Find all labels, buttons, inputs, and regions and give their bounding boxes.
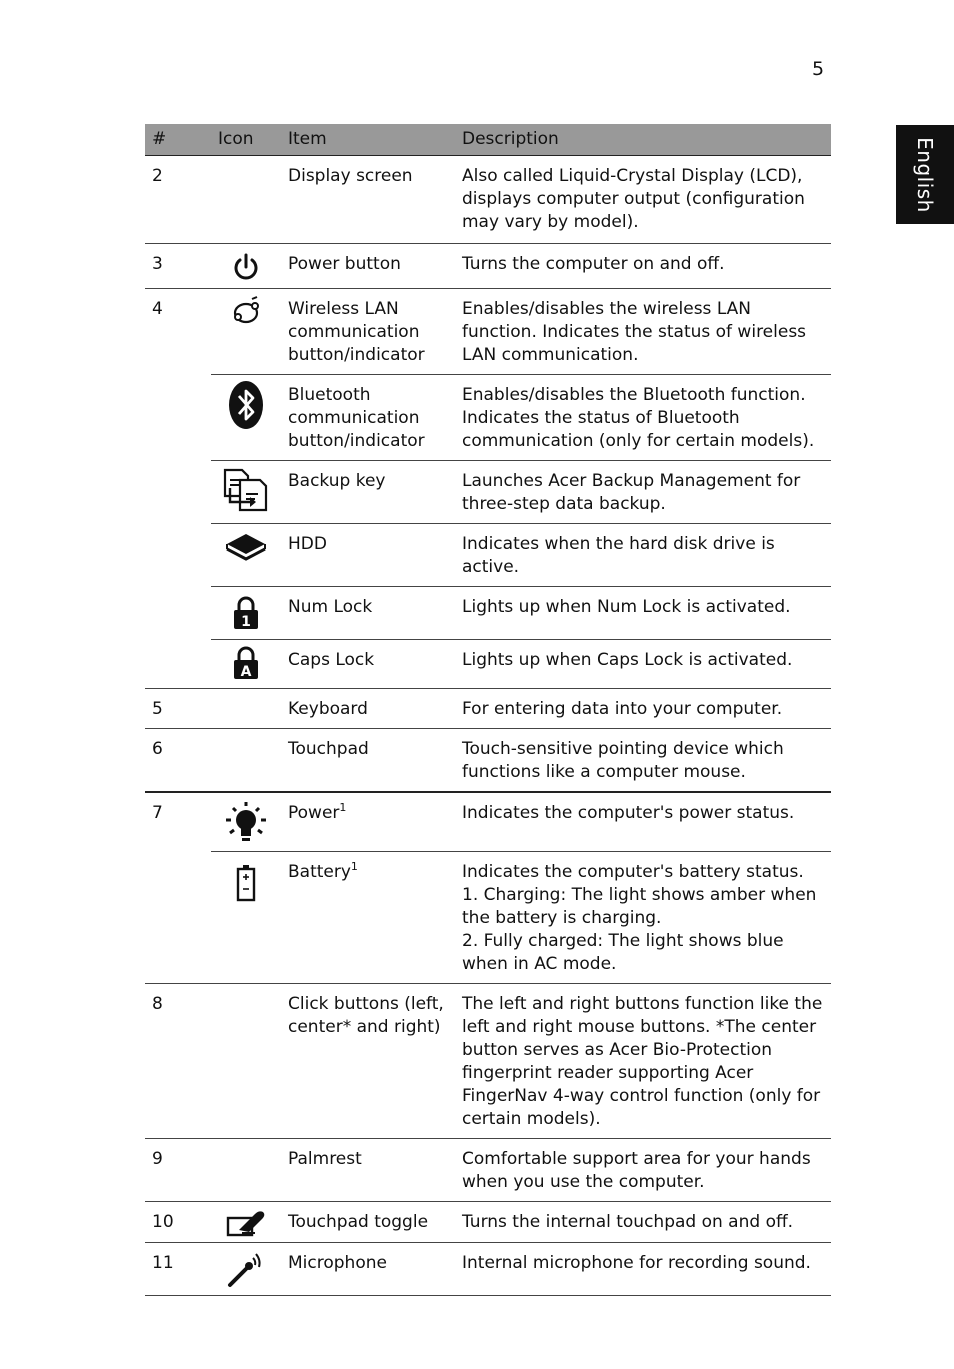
battery-status-charging <box>462 884 825 930</box>
row-number: 7 <box>145 792 211 984</box>
status-text: The light shows blue when in AC mode. <box>462 931 784 974</box>
row-item: Power button <box>280 244 454 289</box>
row-description: Turns the computer on and off. <box>454 244 831 289</box>
table-header-row <box>145 124 831 156</box>
row-item: Num Lock <box>280 587 454 640</box>
row-item: Touchpad <box>280 729 454 793</box>
row-description: Also called Liquid-Crystal Display (LCD), displays computer output (configuration may vary by model). <box>454 156 831 244</box>
row-number: 10 <box>145 1202 211 1243</box>
row-item-label: Battery <box>288 862 351 882</box>
row-number: 5 <box>145 689 211 729</box>
table-row <box>145 792 831 852</box>
caps-lock-icon <box>232 646 260 680</box>
row-description <box>454 852 831 984</box>
row-description: Lights up when Num Lock is activated. <box>454 587 831 640</box>
power-icon <box>231 252 261 284</box>
table-row <box>145 156 831 244</box>
row-item: Display screen <box>280 156 454 244</box>
num-lock-icon <box>232 596 260 630</box>
battery-status-fully-charged <box>462 930 825 976</box>
header-description: Description <box>454 124 831 156</box>
bluetooth-icon <box>228 380 264 430</box>
row-item <box>280 852 454 984</box>
header-num: # <box>145 124 211 156</box>
row-item: Keyboard <box>280 689 454 729</box>
header-icon: Icon <box>211 124 280 156</box>
language-tab <box>896 125 954 224</box>
row-number: 8 <box>145 984 211 1139</box>
table-row <box>145 729 831 793</box>
header-item: Item <box>280 124 454 156</box>
table-row <box>145 852 831 984</box>
table-row <box>145 689 831 729</box>
microphone-icon <box>226 1249 266 1289</box>
row-description: Enables/disables the Bluetooth function. Indicates the status of Bluetooth communication (only for certain models). <box>454 375 831 461</box>
row-item: Wireless LAN communication button/indicator <box>280 289 454 375</box>
row-description: Internal microphone for recording sound. <box>454 1243 831 1296</box>
row-item: Backup key <box>280 461 454 524</box>
row-number: 11 <box>145 1243 211 1296</box>
battery-icon <box>235 864 257 902</box>
backup-key-icon <box>222 466 270 512</box>
row-number: 4 <box>145 289 211 689</box>
table-row <box>145 244 831 289</box>
row-item: Click buttons (left, center* and right) <box>280 984 454 1139</box>
component-table <box>145 124 831 1296</box>
row-description: Comfortable support area for your hands when you use the computer. <box>454 1139 831 1202</box>
table-row <box>145 1139 831 1202</box>
table-row <box>145 461 831 524</box>
row-item-label: Power <box>288 803 340 823</box>
row-description: Launches Acer Backup Management for three-step data backup. <box>454 461 831 524</box>
battery-description: Indicates the computer's battery status. <box>462 862 804 882</box>
row-description: Enables/disables the wireless LAN function. Indicates the status of wireless LAN communication. <box>454 289 831 375</box>
row-description: Indicates when the hard disk drive is active. <box>454 524 831 587</box>
row-number: 9 <box>145 1139 211 1202</box>
row-description: Touch-sensitive pointing device which functions like a computer mouse. <box>454 729 831 793</box>
table-row <box>145 640 831 689</box>
power-indicator-icon <box>224 800 268 846</box>
row-number: 3 <box>145 244 211 289</box>
row-description: Indicates the computer's power status. <box>454 792 831 852</box>
row-item: Bluetooth communication button/indicator <box>280 375 454 461</box>
row-item: Microphone <box>280 1243 454 1296</box>
status-label: 1. Charging: <box>462 885 567 905</box>
status-text: The light shows amber when the battery is charging. <box>462 885 817 928</box>
wireless-lan-icon <box>229 294 263 328</box>
row-number: 2 <box>145 156 211 244</box>
row-number: 6 <box>145 729 211 793</box>
table-row <box>145 1202 831 1243</box>
row-description: Lights up when Caps Lock is activated. <box>454 640 831 689</box>
svg-text:A: A <box>240 664 251 680</box>
touchpad-toggle-icon <box>225 1208 267 1238</box>
table-row <box>145 289 831 375</box>
row-item: HDD <box>280 524 454 587</box>
footnote-marker: 1 <box>350 860 358 873</box>
row-item: Palmrest <box>280 1139 454 1202</box>
status-label: 2. Fully charged: <box>462 931 604 951</box>
table-row <box>145 587 831 640</box>
language-tab-label: English <box>913 136 937 213</box>
row-description: For entering data into your computer. <box>454 689 831 729</box>
table-row <box>145 1243 831 1296</box>
table-row <box>145 984 831 1139</box>
table-row <box>145 375 831 461</box>
hdd-icon <box>225 529 267 565</box>
row-item: Caps Lock <box>280 640 454 689</box>
page-number: 5 <box>812 58 825 80</box>
footnote-marker: 1 <box>339 801 347 814</box>
table-row <box>145 524 831 587</box>
row-description: The left and right buttons function like the left and right mouse buttons. *The center button serves as Acer Bio-Protection fingerprint reader supporting Acer FingerNav 4-way control function (only for certain models). <box>454 984 831 1139</box>
row-item <box>280 792 454 852</box>
svg-text:1: 1 <box>240 614 251 630</box>
row-item: Touchpad toggle <box>280 1202 454 1243</box>
row-description: Turns the internal touchpad on and off. <box>454 1202 831 1243</box>
